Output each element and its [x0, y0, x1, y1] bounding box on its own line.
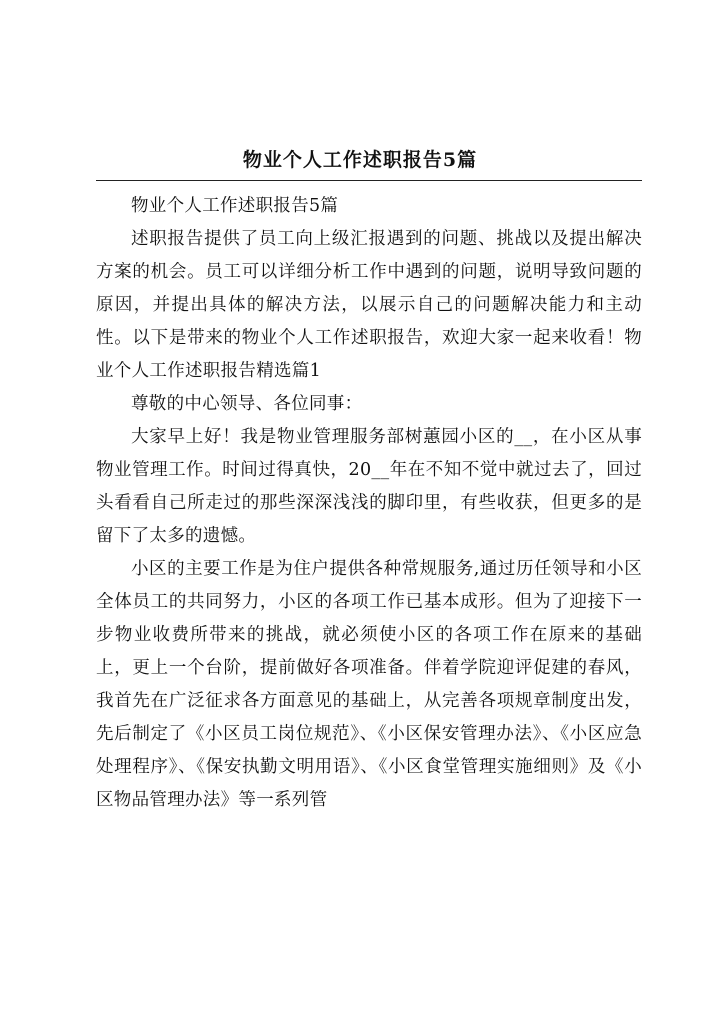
paragraph-greeting: 大家早上好！我是物业管理服务部树蕙园小区的__，在小区从事物业管理工作。时间过得真快，20__年在不知不觉中就过去了，回过头看看自己所走过的那些深深浅浅的脚印里，有些收获，但更多的是留下了太多的遗憾。: [96, 427, 642, 546]
paragraph-intro: 述职报告提供了员工向上级汇报遇到的问题、挑战以及提出解决方案的机会。员工可以详细分析工作中遇到的问题，说明导致问题的原因，并提出具体的解决方法，以展示自己的问题解决能力和主动性。以下是带来的物业个人工作述职报告，欢迎大家一起来收看！物业个人工作述职报告精选篇1: [96, 229, 642, 381]
document-title: 物业个人工作述职报告5篇: [242, 149, 478, 171]
title-divider: [96, 180, 642, 181]
paragraph-subtitle: 物业个人工作述职报告5篇: [131, 196, 339, 216]
paragraph-work-summary: 小区的主要工作是为住户提供各种常规服务,通过历任领导和小区全体员工的共同努力，小区的各项工作已基本成形。但为了迎接下一步物业收费所带来的挑战，就必须使小区的各项工作在原来的基础上，更上一个台阶，提前做好各项准备。伴着学院迎评促建的春风，我首先在广泛征求各方面意见的基础上，从完善各项规章制度出发，先后制定了《小区员工岗位规范》、《小区保安管理办法》、《小区应急处理程序》、《保安执勤文明用语》、《小区食堂管理实施细则》及《小区物品管理办法》等一系列管: [96, 559, 642, 810]
paragraph-salutation: 尊敬的中心领导、各位同事：: [131, 394, 363, 414]
document-body: [96, 190, 642, 817]
